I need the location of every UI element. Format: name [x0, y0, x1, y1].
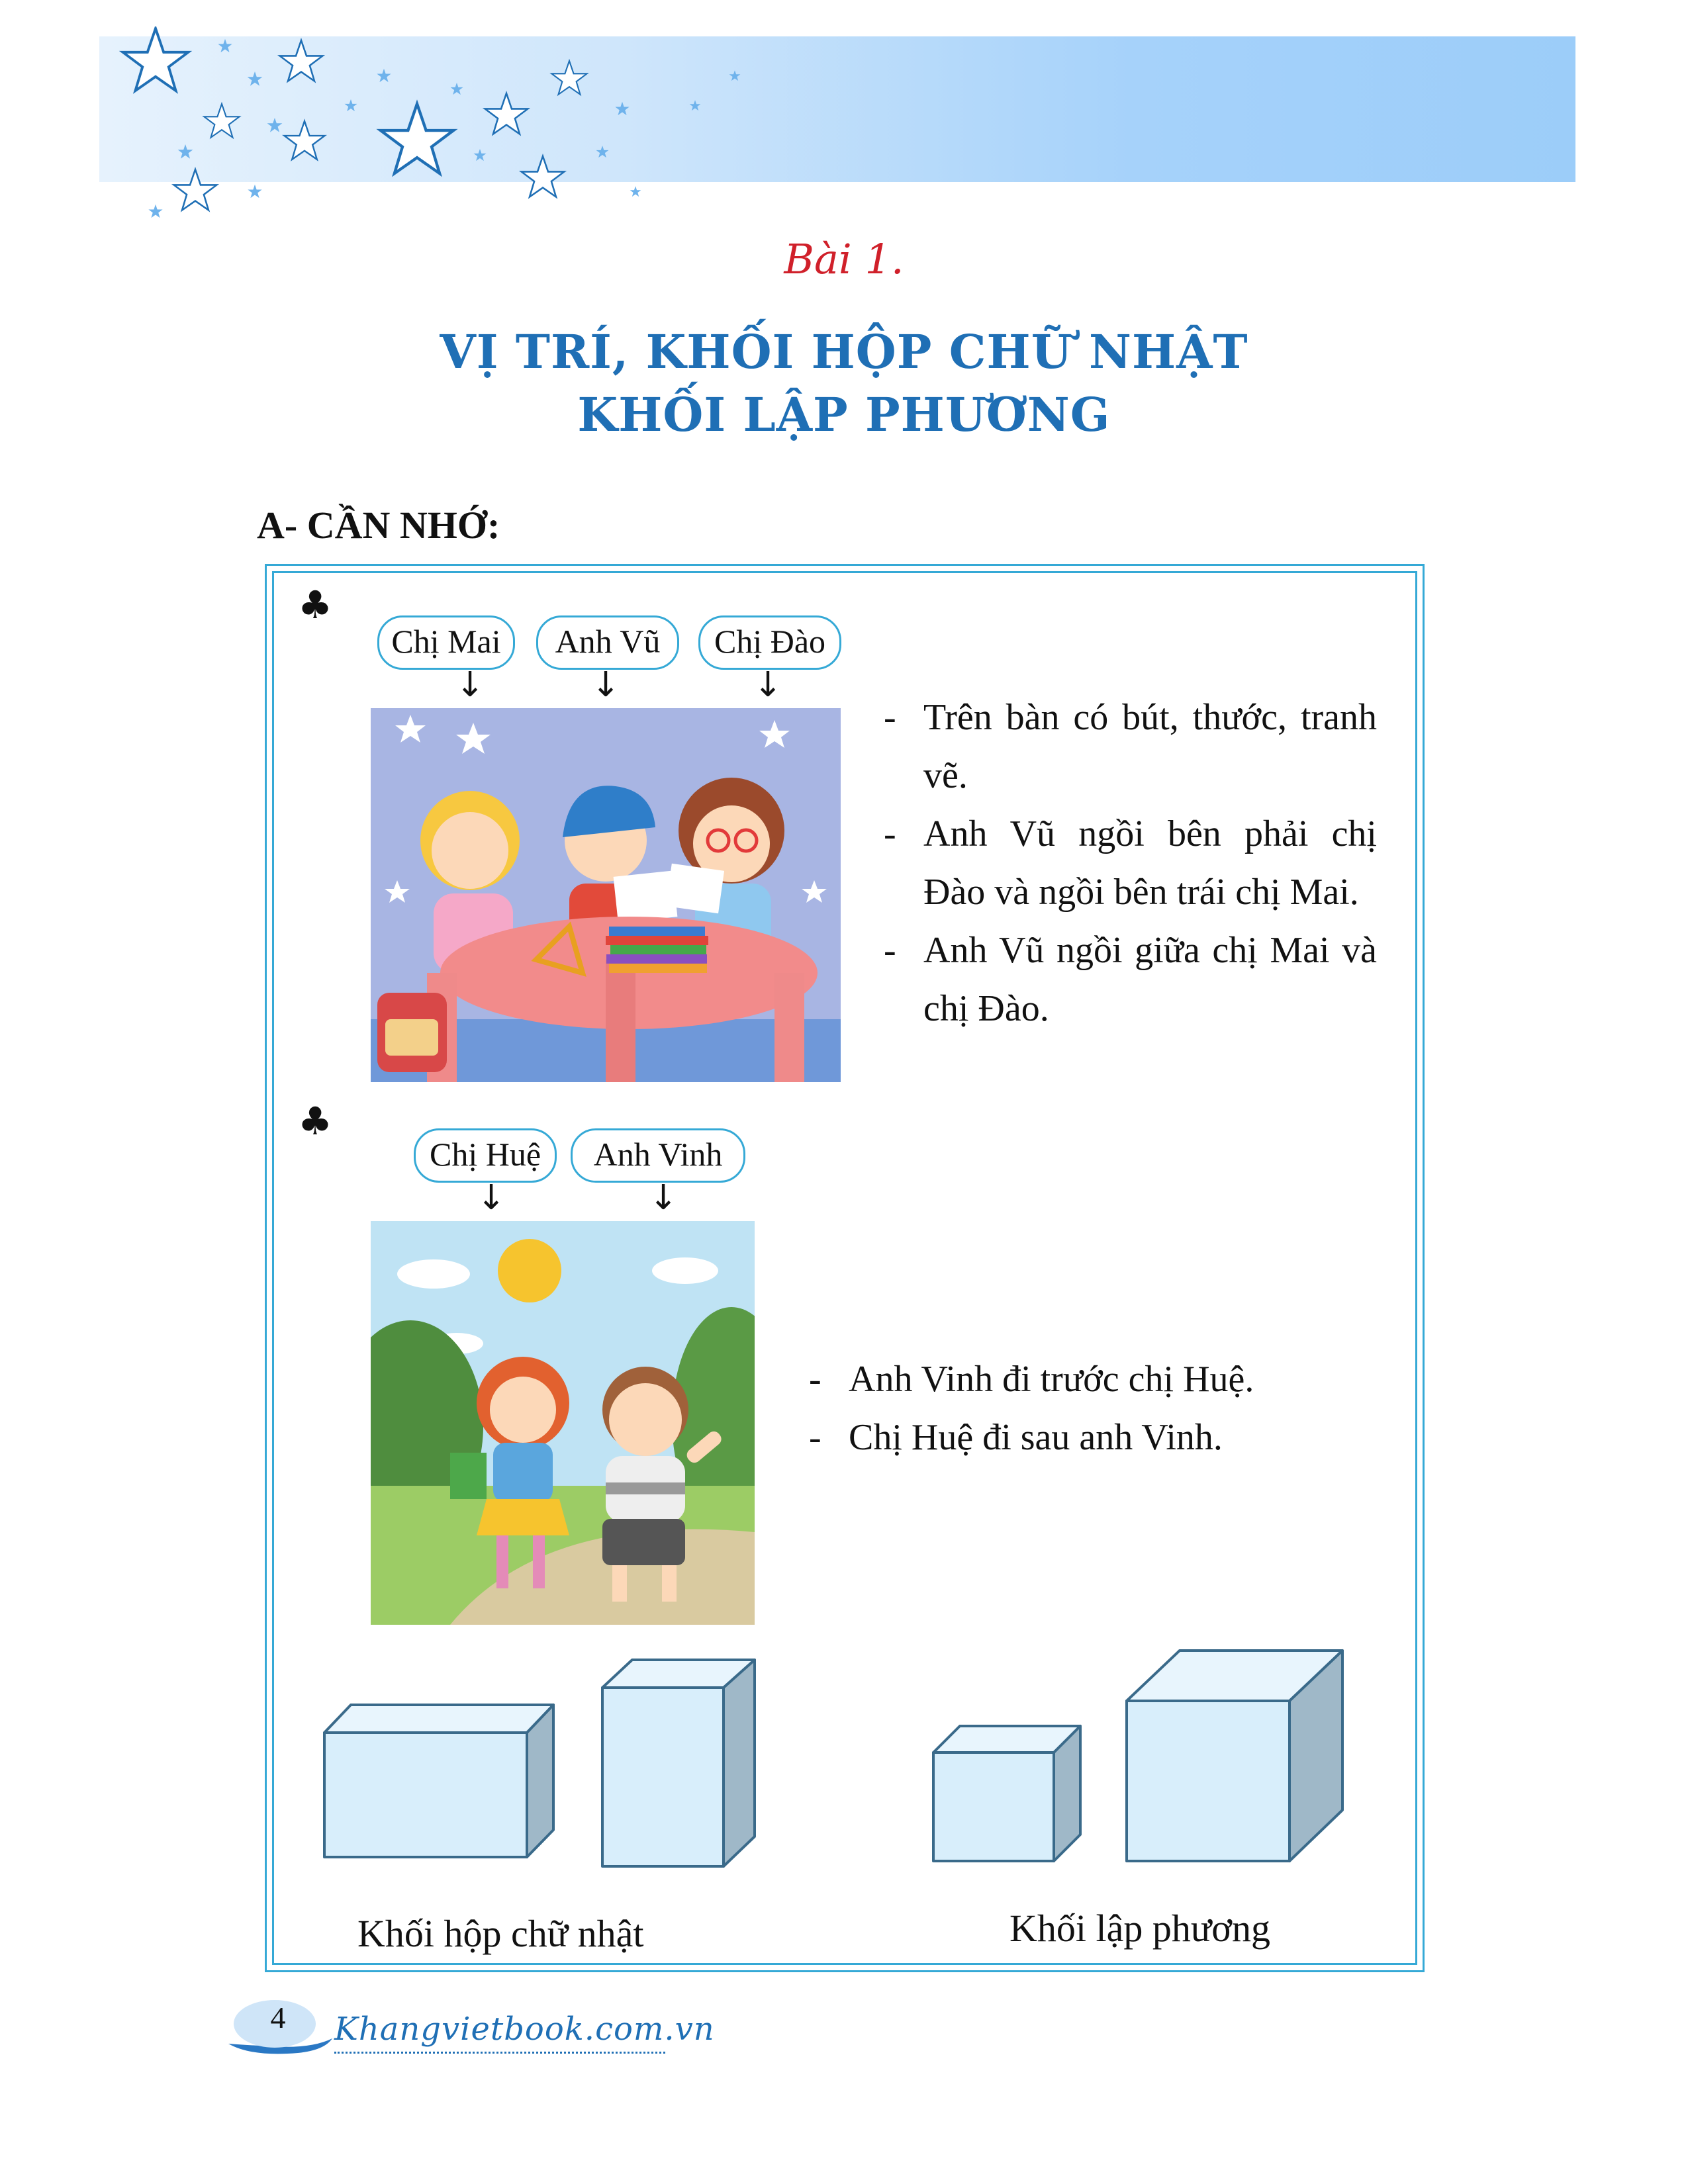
- list-item: - Anh Vinh đi trước chị Huệ.: [809, 1359, 1254, 1400]
- part2-bullet-list: [809, 1350, 1405, 1467]
- arrow-down-icon: ↓: [477, 1178, 506, 1218]
- footer-underline: [334, 2052, 665, 2054]
- children-at-table-illustration: [371, 708, 841, 1082]
- tag-chi-mai: Chị Mai: [377, 615, 515, 670]
- arrow-down-icon: ↓: [591, 665, 620, 705]
- lesson-label: Bài 1.: [784, 235, 904, 283]
- club-suit-icon: ♣: [298, 582, 332, 627]
- publisher-website: Khangvietbook.com.vn: [334, 2011, 715, 2048]
- arrow-down-icon: ↓: [753, 665, 782, 705]
- children-walking-illustration: [371, 1221, 755, 1625]
- club-suit-icon: ♣: [298, 1099, 332, 1144]
- cube-caption: Khối lập phương: [1009, 1907, 1270, 1950]
- part1-bullet-list: [884, 688, 1377, 1038]
- arrow-down-icon: ↓: [649, 1178, 678, 1218]
- lesson-title-line2: KHỐI LẬP PHƯƠNG: [577, 387, 1111, 442]
- page-number: 4: [270, 2001, 286, 2034]
- tag-anh-vu: Anh Vũ: [536, 615, 679, 670]
- cuboid-wide: [324, 1705, 553, 1733]
- lesson-title-line1: VỊ TRÍ, KHỐI HỘP CHỮ NHẬT: [440, 324, 1248, 379]
- section-heading: A- CẦN NHỚ:: [257, 504, 500, 547]
- list-item: - Trên bàn có bút, thước, tranh vẽ.: [884, 697, 1377, 796]
- arrow-down-icon: ↓: [455, 665, 485, 705]
- cuboid-caption: Khối hộp chữ nhật: [357, 1912, 644, 1955]
- tag-anh-vinh: Anh Vinh: [571, 1128, 745, 1183]
- tag-chi-hue: Chị Huệ: [414, 1128, 557, 1183]
- list-item: - Anh Vũ ngồi bên phải chị Đào và ngồi bên trái chị Mai.: [884, 813, 1377, 913]
- list-item: - Anh Vũ ngồi giữa chị Mai và chị Đào.: [884, 930, 1377, 1029]
- stars-decoration: [113, 26, 761, 238]
- tag-chi-dao: Chị Đào: [698, 615, 841, 670]
- list-item: - Chị Huệ đi sau anh Vinh.: [809, 1417, 1223, 1458]
- shapes-illustration: [318, 1641, 1357, 1880]
